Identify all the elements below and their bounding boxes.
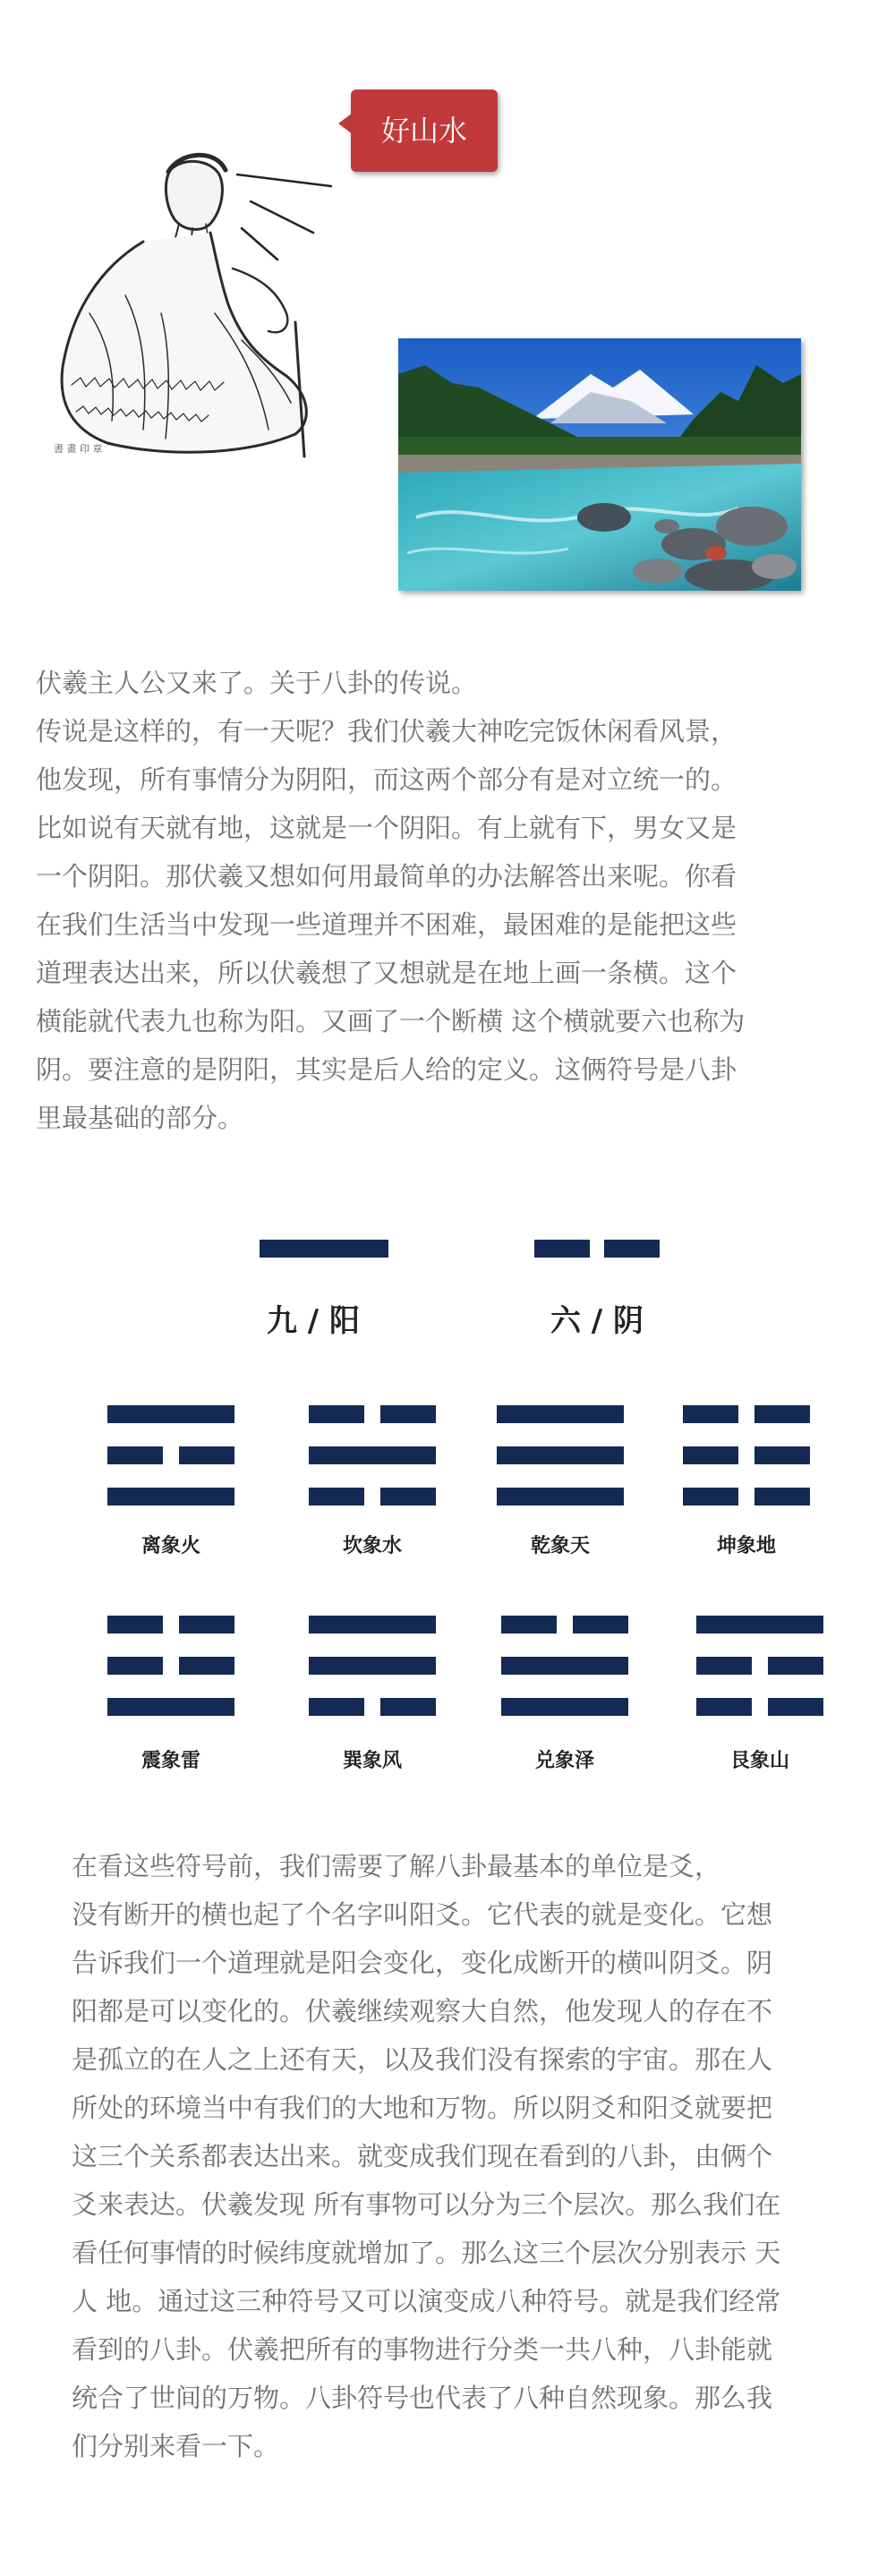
yang-line bbox=[309, 1657, 436, 1675]
trigram-label: 震象雷 bbox=[141, 1749, 200, 1772]
yang-label: 九 / 阳 bbox=[266, 1303, 361, 1339]
yin-line-left bbox=[683, 1446, 738, 1464]
yang-line bbox=[497, 1405, 624, 1423]
yin-line-left bbox=[696, 1698, 752, 1716]
yin-line-left bbox=[309, 1698, 364, 1716]
trigram-label: 兑象泽 bbox=[534, 1749, 594, 1772]
yin-line-left bbox=[107, 1446, 163, 1464]
yang-line bbox=[501, 1698, 628, 1716]
yin-line-left bbox=[534, 1240, 590, 1258]
svg-text:書 畫 印 章: 書 畫 印 章 bbox=[54, 443, 103, 455]
yin-label: 六 / 阴 bbox=[550, 1303, 644, 1339]
trigram-label: 乾象天 bbox=[530, 1534, 590, 1557]
yang-line bbox=[107, 1488, 234, 1506]
yin-line-right bbox=[573, 1616, 628, 1633]
yin-line-left bbox=[683, 1488, 738, 1506]
yin-line-left bbox=[107, 1616, 163, 1633]
yin-line-left bbox=[683, 1405, 738, 1423]
yang-line bbox=[309, 1446, 436, 1464]
intro-paragraph: 伏羲主人公又来了。关于八卦的传说。 传说是这样的，有一天呢？我们伏羲大神吃完饭休闲看风景， 他发现，所有事情分为阴阳，而这两个部分有是对立统一的。 比如说有天就有地，这就是一个阴阳。有上就有下，男女又是 一个阴阳。那伏羲又想如何用最简单的办法解答出来呢。你看 在我们生活当中发现一些道理并不困难，最困难的是能把这些 道理表达出来，所以伏羲想了又想就是在地上画一条横。这个 横能就代表九也称为阳。又画了一个断横 这个横就要六也称为 阴。要注意的是阴阳，其实是后人给的定义。这俩符号是八卦 里最基础的部分。 bbox=[36, 668, 746, 1133]
speech-bubble: 好山水 bbox=[351, 90, 498, 172]
yin-line-left bbox=[309, 1488, 364, 1506]
yin-line-left bbox=[501, 1616, 557, 1633]
yao-paragraph: 在看这些符号前，我们需要了解八卦最基本的单位是爻， 没有断开的横也起了个名字叫阳爻。它代表的就是变化。它想 告诉我们一个道理就是阳会变化，变化成断开的横叫阴爻。阴 阳都是可以变化的。伏羲继续观察大自然，他发现人的存在不 是孤立的在人之上还有天，以及我们没有探索的宇宙。那在人 所处的环境当中有我们的大地和万物。所以阴爻和阳爻就要把 这三个关系都表达出来。就变成我们现在看到的八卦，由俩个 爻来表达。伏羲发现 所有事物可以分为三个层次。那么我们在 看任何事情的时候纬度就增加了。那么这三个层次分别表示 天 人 地。通过这三种符号又可以演变成八种符号。就是我们经常 看到的八卦。伏羲把所有的事物进行分类一共八种，八卦能就 统合了世间的万物。八卦符号也代表了八种自然现象。那么我 们分别来看一下。 bbox=[72, 1851, 781, 2461]
yin-line-left bbox=[107, 1657, 163, 1675]
trigram-label: 坎象水 bbox=[342, 1534, 402, 1557]
yang-line bbox=[501, 1657, 628, 1675]
trigram-label: 离象火 bbox=[141, 1534, 200, 1557]
yin-line-right bbox=[754, 1446, 810, 1464]
yin-line-right bbox=[179, 1446, 234, 1464]
yin-line-right bbox=[768, 1657, 823, 1675]
trigram-label: 艮象山 bbox=[729, 1749, 789, 1772]
yin-line-right bbox=[754, 1405, 810, 1423]
yin-line-left bbox=[309, 1405, 364, 1423]
yang-line bbox=[497, 1446, 624, 1464]
yin-line-right bbox=[179, 1657, 234, 1675]
yang-line bbox=[696, 1616, 823, 1633]
trigram-label: 巽象风 bbox=[342, 1749, 402, 1772]
speech-lines-icon bbox=[224, 161, 349, 269]
yang-line bbox=[107, 1698, 234, 1716]
yang-line bbox=[107, 1405, 234, 1423]
yin-line-right bbox=[380, 1405, 436, 1423]
yin-line-right bbox=[380, 1698, 436, 1716]
yin-line-right bbox=[179, 1616, 234, 1633]
yin-line-left bbox=[696, 1657, 752, 1675]
yang-line bbox=[497, 1488, 624, 1506]
yin-line-right bbox=[604, 1240, 660, 1258]
yin-line-right bbox=[768, 1698, 823, 1716]
yang-line bbox=[260, 1240, 388, 1258]
yin-line-right bbox=[380, 1488, 436, 1506]
yang-line bbox=[309, 1616, 436, 1633]
yin-line-right bbox=[754, 1488, 810, 1506]
trigram-label: 坤象地 bbox=[716, 1534, 776, 1557]
landscape-photo bbox=[398, 338, 801, 591]
seal-stamp bbox=[54, 442, 103, 455]
